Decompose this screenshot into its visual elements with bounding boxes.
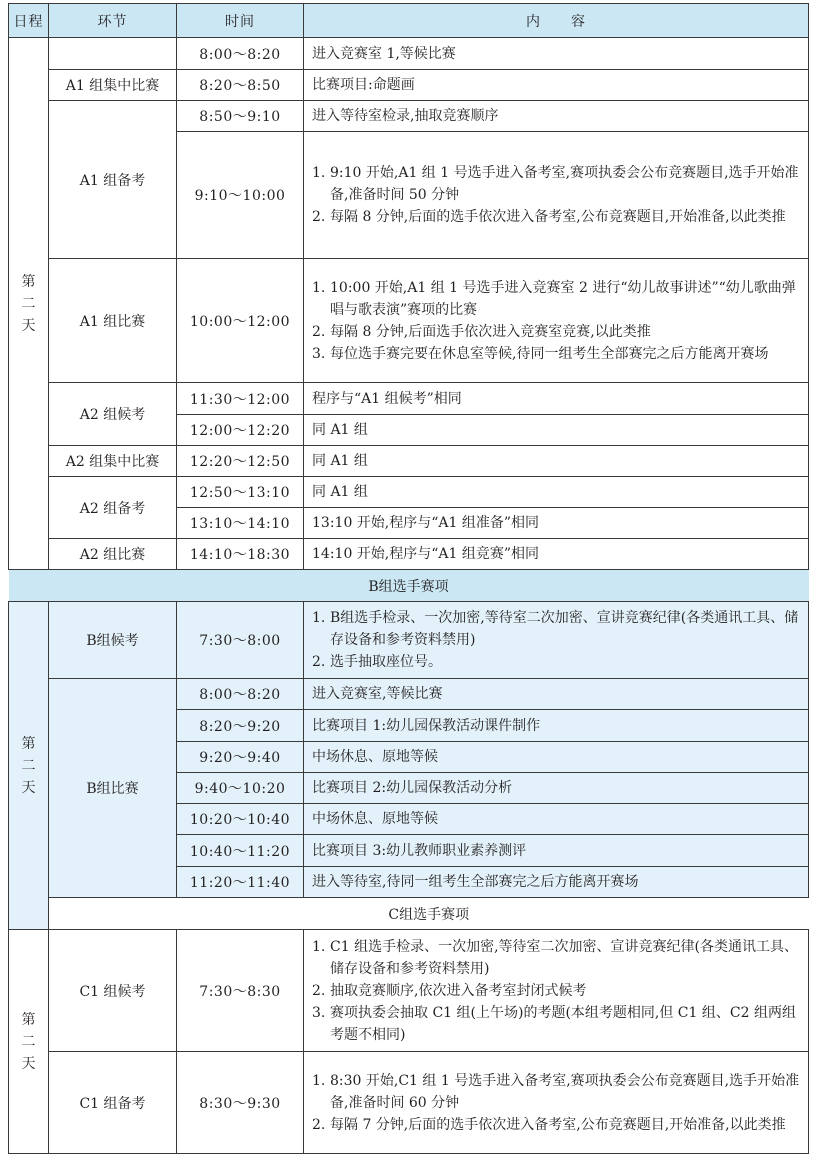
- time-cell: 9:40～10:20: [177, 773, 304, 804]
- content-cell: [304, 132, 809, 259]
- time-cell: 10:20～10:40: [177, 804, 304, 835]
- segment-cell: A2 组候考: [49, 383, 177, 446]
- time-cell: 12:50～13:10: [177, 477, 304, 508]
- content-cell: 同 A1 组: [304, 415, 809, 446]
- segment-cell: A2 组备考: [49, 477, 177, 539]
- list-item: 1. 9:10 开始,A1 组 1 号选手进入备考室,赛项执委会公布竞赛题目,选手开始准备,准备时间 50 分钟: [312, 165, 799, 203]
- table-row: [9, 539, 809, 570]
- content-cell: [304, 1052, 809, 1154]
- content-cell: 进入竞赛室 1,等候比赛: [304, 38, 809, 70]
- time-cell: 11:30～12:00: [177, 383, 304, 415]
- content-cell: 比赛项目 3:幼儿教师职业素养测评: [304, 835, 809, 867]
- table-row: [9, 679, 809, 710]
- day-cell: 第二天: [9, 930, 49, 1154]
- list-item: 2. 抽取竞赛顺序,依次进入备考室封闭式候考: [312, 982, 587, 999]
- content-cell: 中场休息、原地等候: [304, 804, 809, 835]
- header-time: 时间: [177, 4, 304, 38]
- time-cell: 8:50～9:10: [177, 101, 304, 132]
- content-cell: 14:10 开始,程序与“A1 组竞赛”相同: [304, 539, 809, 570]
- section-row-c: [9, 898, 809, 930]
- table-row: [9, 259, 809, 383]
- table-row: [9, 101, 809, 132]
- content-list: [312, 162, 800, 228]
- segment-cell: A2 组比赛: [49, 539, 177, 570]
- time-cell: 8:00～8:20: [177, 38, 304, 70]
- content-cell: [304, 602, 809, 679]
- table-row: [9, 446, 809, 477]
- time-cell: 9:10～10:00: [177, 132, 304, 259]
- list-item: 2. 每隔 7 分钟,后面的选手依次进入备考室,公布竞赛题目,开始准备,以此类推: [312, 1116, 786, 1133]
- content-list: [312, 607, 800, 673]
- table-row: [9, 477, 809, 508]
- day-cell: 第二天: [9, 38, 49, 570]
- schedule-table: [8, 3, 809, 1154]
- segment-cell: A1 组备考: [49, 101, 177, 259]
- segment-cell: C1 组备考: [49, 1052, 177, 1154]
- list-item: 2. 每隔 8 分钟,后面选手依次进入竞赛室竞赛,以此类推: [312, 323, 651, 340]
- content-cell: 同 A1 组: [304, 446, 809, 477]
- time-cell: 10:40～11:20: [177, 835, 304, 867]
- segment-cell: B组候考: [49, 602, 177, 679]
- list-item: 2. 选手抽取座位号。: [312, 654, 442, 670]
- time-cell: 13:10～14:10: [177, 508, 304, 539]
- content-cell: [304, 259, 809, 383]
- header-segment: 环节: [49, 4, 177, 38]
- time-cell: 8:20～8:50: [177, 70, 304, 101]
- content-cell: 中场休息、原地等候: [304, 742, 809, 773]
- content-list: [312, 1070, 800, 1136]
- segment-cell: A1 组集中比赛: [49, 70, 177, 101]
- content-cell: 13:10 开始,程序与“A1 组准备”相同: [304, 508, 809, 539]
- time-cell: 11:20～11:40: [177, 867, 304, 898]
- segment-cell: [49, 38, 177, 70]
- list-item: 1. 10:00 开始,A1 组 1 号选手进入竞赛室 2 进行“幼儿故事讲述”“幼儿歌曲弹唱与歌表演”赛项的比赛: [312, 279, 796, 318]
- section-title: B组选手赛项: [9, 570, 809, 602]
- list-item: 3. 每位选手赛完要在休息室等候,待同一组考生全部赛完之后方能离开赛场: [312, 345, 769, 362]
- table-row: [9, 602, 809, 679]
- list-item: 1. 8:30 开始,C1 组 1 号选手进入备考室,赛项执委会公布竞赛题目,选手开始准备,准备时间 60 分钟: [312, 1072, 800, 1111]
- table-row: [9, 1052, 809, 1154]
- content-cell: 比赛项目 1:幼儿园保教活动课件制作: [304, 710, 809, 742]
- content-list: [312, 936, 800, 1046]
- section-row-b: [9, 570, 809, 602]
- table-row: [9, 70, 809, 101]
- segment-cell: B组比赛: [49, 679, 177, 898]
- content-cell: [304, 930, 809, 1052]
- time-cell: 8:20～9:20: [177, 710, 304, 742]
- content-cell: 比赛项目:命题画: [304, 70, 809, 101]
- content-cell: 进入等待室检录,抽取竞赛顺序: [304, 101, 809, 132]
- time-cell: 14:10～18:30: [177, 539, 304, 570]
- time-cell: 12:20～12:50: [177, 446, 304, 477]
- content-cell: 程序与“A1 组候考”相同: [304, 383, 809, 415]
- list-item: 3. 赛项执委会抽取 C1 组(上午场)的考题(本组考题相同,但 C1 组、C2 组两组考题不相同): [312, 1004, 796, 1043]
- header-row: [9, 4, 809, 38]
- segment-cell: A1 组比赛: [49, 259, 177, 383]
- content-list: [312, 277, 800, 365]
- time-cell: 10:00～12:00: [177, 259, 304, 383]
- section-title: C组选手赛项: [49, 898, 809, 930]
- table-row: [9, 930, 809, 1052]
- list-item: 1. C1 组选手检录、一次加密,等待室二次加密、宣讲竞赛纪律(各类通讯工具、储存设备和参考资料禁用): [312, 938, 798, 977]
- table-row: [9, 383, 809, 415]
- content-cell: 同 A1 组: [304, 477, 809, 508]
- time-cell: 8:30～9:30: [177, 1052, 304, 1154]
- content-cell: 进入竞赛室,等候比赛: [304, 679, 809, 710]
- table-row: [9, 38, 809, 70]
- time-cell: 12:00～12:20: [177, 415, 304, 446]
- list-item: 1. B组选手检录、一次加密,等待室二次加密、宣讲竞赛纪律(各类通讯工具、储存设备和参考资料禁用): [312, 610, 799, 648]
- segment-cell: A2 组集中比赛: [49, 446, 177, 477]
- time-cell: 7:30～8:00: [177, 602, 304, 679]
- time-cell: 7:30～8:30: [177, 930, 304, 1052]
- header-day: 日程: [9, 4, 49, 38]
- list-item: 2. 每隔 8 分钟,后面的选手依次进入备考室,公布竞赛题目,开始准备,以此类推: [312, 209, 786, 225]
- time-cell: 8:00～8:20: [177, 679, 304, 710]
- segment-cell: C1 组候考: [49, 930, 177, 1052]
- header-content: 内 容: [304, 4, 809, 38]
- content-cell: 进入等待室,待同一组考生全部赛完之后方能离开赛场: [304, 867, 809, 898]
- content-cell: 比赛项目 2:幼儿园保教活动分析: [304, 773, 809, 804]
- time-cell: 9:20～9:40: [177, 742, 304, 773]
- day-cell: 第二天: [9, 602, 49, 930]
